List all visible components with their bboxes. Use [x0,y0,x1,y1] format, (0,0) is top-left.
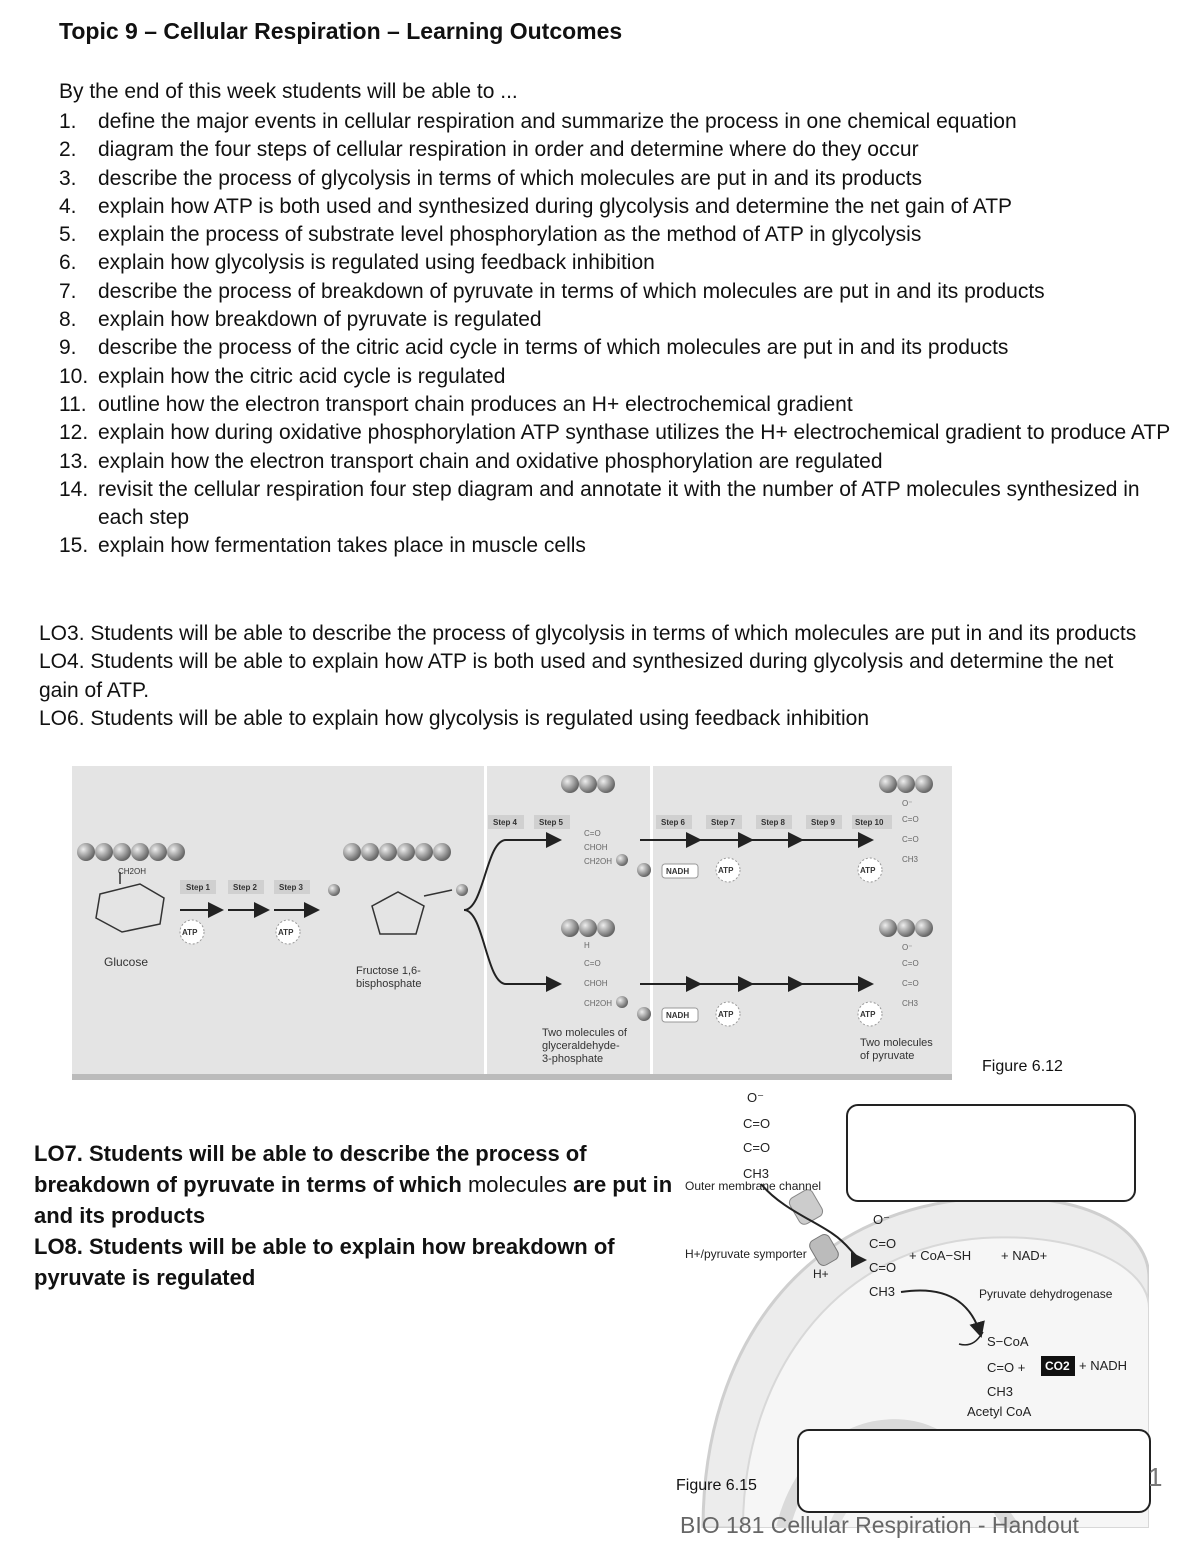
atp-icon [180,920,204,944]
svg-text:CH3: CH3 [987,1384,1014,1399]
lo4-text: LO4. Students will be able to explain how ATP is both used and synthesized during glycolysis and determine the net gain of ATP. [39,650,1114,702]
coa-sh-label: + CoA−SH [909,1248,972,1263]
figure-6-15-caption: Figure 6.15 [676,1477,757,1494]
step-9-label: Step 9 [811,818,836,827]
g3p-label-3: 3-phosphate [542,1053,604,1065]
svg-text:C=O: C=O [869,1260,897,1275]
pyruvate-label-2: of pyruvate [860,1050,915,1062]
svg-text:C=O: C=O [902,979,919,988]
step-8-label: Step 8 [761,818,786,827]
list-item: 13. explain how the electron transport chain and oxidative phosphorylation are regulated [59,449,883,473]
list-item: 6. explain how glycolysis is regulated using feedback inhibition [59,251,655,275]
list-item: 3. describe the process of glycolysis in terms of which molecules are put in and its products [59,166,923,190]
step-5-label: Step 5 [539,818,564,827]
svg-text:C=O +: C=O + [987,1360,1026,1375]
step-2-label: Step 2 [233,883,258,892]
svg-text:CH3: CH3 [902,855,919,864]
lo8-text: LO8. Students will be able to explain how breakdown of pyruvate is regulated [34,1234,615,1290]
enzyme-label: Pyruvate dehydrogenase [979,1287,1113,1301]
svg-text:S−CoA: S−CoA [987,1334,1029,1349]
glycolysis-outcomes [39,620,1139,733]
carbon-chain-g3p-bottom [561,919,615,937]
svg-text:CH2OH: CH2OH [118,867,147,876]
svg-text:CH3: CH3 [869,1284,896,1299]
pyruvate-outside [743,1090,770,1181]
svg-text:NADH: NADH [666,1011,690,1020]
step-7-label: Step 7 [711,818,736,827]
list-item: 10. explain how the citric acid cycle is regulated [59,364,506,388]
symporter-label: H+/pyruvate symporter [685,1247,807,1261]
svg-text:C=O: C=O [584,829,601,838]
atp-icon [858,1002,882,1026]
svg-text:CHOH: CHOH [584,979,608,988]
footer-text: BIO 181 Cellular Respiration - Handout [680,1512,1079,1538]
atp-icon [716,858,740,882]
acetyl-coa-label: Acetyl CoA [967,1404,1032,1419]
svg-text:C=O: C=O [902,959,919,968]
svg-text:ATP: ATP [718,866,734,875]
glucose-label: Glucose [104,955,149,969]
nadh-product-label: + NADH [1079,1358,1128,1373]
list-item: 1. define the major events in cellular respiration and summarize the process in one chemical equation [59,110,1017,133]
svg-text:O⁻: O⁻ [747,1090,764,1105]
list-item: 2. diagram the four steps of cellular respiration in order and determine where do they occur [59,138,919,162]
svg-text:H: H [584,941,590,950]
svg-text:C=O: C=O [743,1116,771,1131]
svg-text:C=O: C=O [869,1236,897,1251]
svg-text:O⁻: O⁻ [873,1212,890,1227]
svg-text:O⁻: O⁻ [902,943,913,952]
step-6-label: Step 6 [661,818,686,827]
carbon-chain-pyruvate-top [879,775,933,793]
svg-text:ATP: ATP [718,1010,734,1019]
svg-text:ATP: ATP [182,928,198,937]
learning-outcomes-list [59,108,1179,561]
lo7-text: LO7. Students will be able to describe the process of breakdown of pyruvate in terms of which molecules are put in and its products [34,1141,673,1228]
list-item: 5. explain the process of substrate level phosphorylation as the method of ATP in glycolysis [59,223,922,247]
answer-box-top[interactable] [846,1104,1136,1202]
list-item: 14. revisit the cellular respiration four step diagram and annotate it with the number of ATP molecules synthesized in each step [59,477,1140,530]
atp-icon [276,920,300,944]
svg-text:ATP: ATP [860,866,876,875]
svg-text:CH2OH: CH2OH [584,999,613,1008]
svg-text:CH3: CH3 [743,1166,770,1181]
list-item: 8. explain how breakdown of pyruvate is regulated [59,308,542,332]
svg-text:CHOH: CHOH [584,843,608,852]
lo3-text: LO3. Students will be able to describe the process of glycolysis in terms of which molecules are put in and its products [39,622,1137,645]
svg-text:CH2OH: CH2OH [584,857,613,866]
step-3-label: Step 3 [279,883,304,892]
page-number: 1 [1148,1462,1163,1492]
nadh-label-top [662,864,698,878]
svg-text:NADH: NADH [666,867,690,876]
svg-text:O⁻: O⁻ [902,799,913,808]
glycolysis-figure [72,766,952,1080]
pyruvate-outcomes [34,1138,674,1293]
h-plus-label: H+ [813,1267,829,1281]
list-item: 9. describe the process of the citric acid cycle in terms of which molecules are put in and its products [59,336,1009,360]
pyruvate-label-1: Two molecules [860,1037,933,1049]
atp-icon [716,1002,740,1026]
nad-plus-label: + NAD+ [1001,1248,1048,1263]
fructose-label-2: bisphosphate [356,978,422,990]
g3p-label-2: glyceraldehyde- [542,1040,620,1052]
figure-6-12-caption: Figure 6.12 [982,1058,1063,1075]
outer-membrane-label: Outer membrane channel [685,1179,822,1193]
answer-box-bottom[interactable] [797,1429,1151,1513]
step-4-label: Step 4 [493,818,518,827]
lo6-text: LO6. Students will be able to explain how glycolysis is regulated using feedback inhibition [39,706,869,730]
nadh-label-bottom [662,1008,698,1022]
svg-text:CH3: CH3 [902,999,919,1008]
page-title: Topic 9 – Cellular Respiration – Learning Outcomes [59,18,623,44]
list-item: 11. outline how the electron transport chain produces an H+ electrochemical gradient [59,392,853,416]
list-item: 7. describe the process of breakdown of pyruvate in terms of which molecules are put in and its products [59,279,1045,303]
step-10-label: Step 10 [855,818,884,827]
step-1-label: Step 1 [186,883,211,892]
svg-text:ATP: ATP [278,928,294,937]
svg-text:C=O: C=O [902,815,919,824]
list-item: 4. explain how ATP is both used and synthesized during glycolysis and determine the net gain of ATP [59,194,1013,218]
list-item: 15. explain how fermentation takes place in muscle cells [59,534,586,558]
list-item: 12. explain how during oxidative phosphorylation ATP synthase utilizes the H+ electrochemical gradient to produce ATP [59,421,1171,445]
svg-text:C=O: C=O [743,1140,771,1155]
svg-text:ATP: ATP [860,1010,876,1019]
carbon-chain-pyruvate-bottom [879,919,933,937]
intro-text: By the end of this week students will be able to ... [59,80,518,103]
fructose-label-1: Fructose 1,6- [356,965,421,977]
co2-label: CO2 [1045,1359,1070,1373]
svg-text:C=O: C=O [584,959,601,968]
svg-text:C=O: C=O [902,835,919,844]
atp-icon [858,858,882,882]
g3p-label-1: Two molecules of [542,1027,627,1039]
carbon-chain-g3p-top [561,775,615,793]
